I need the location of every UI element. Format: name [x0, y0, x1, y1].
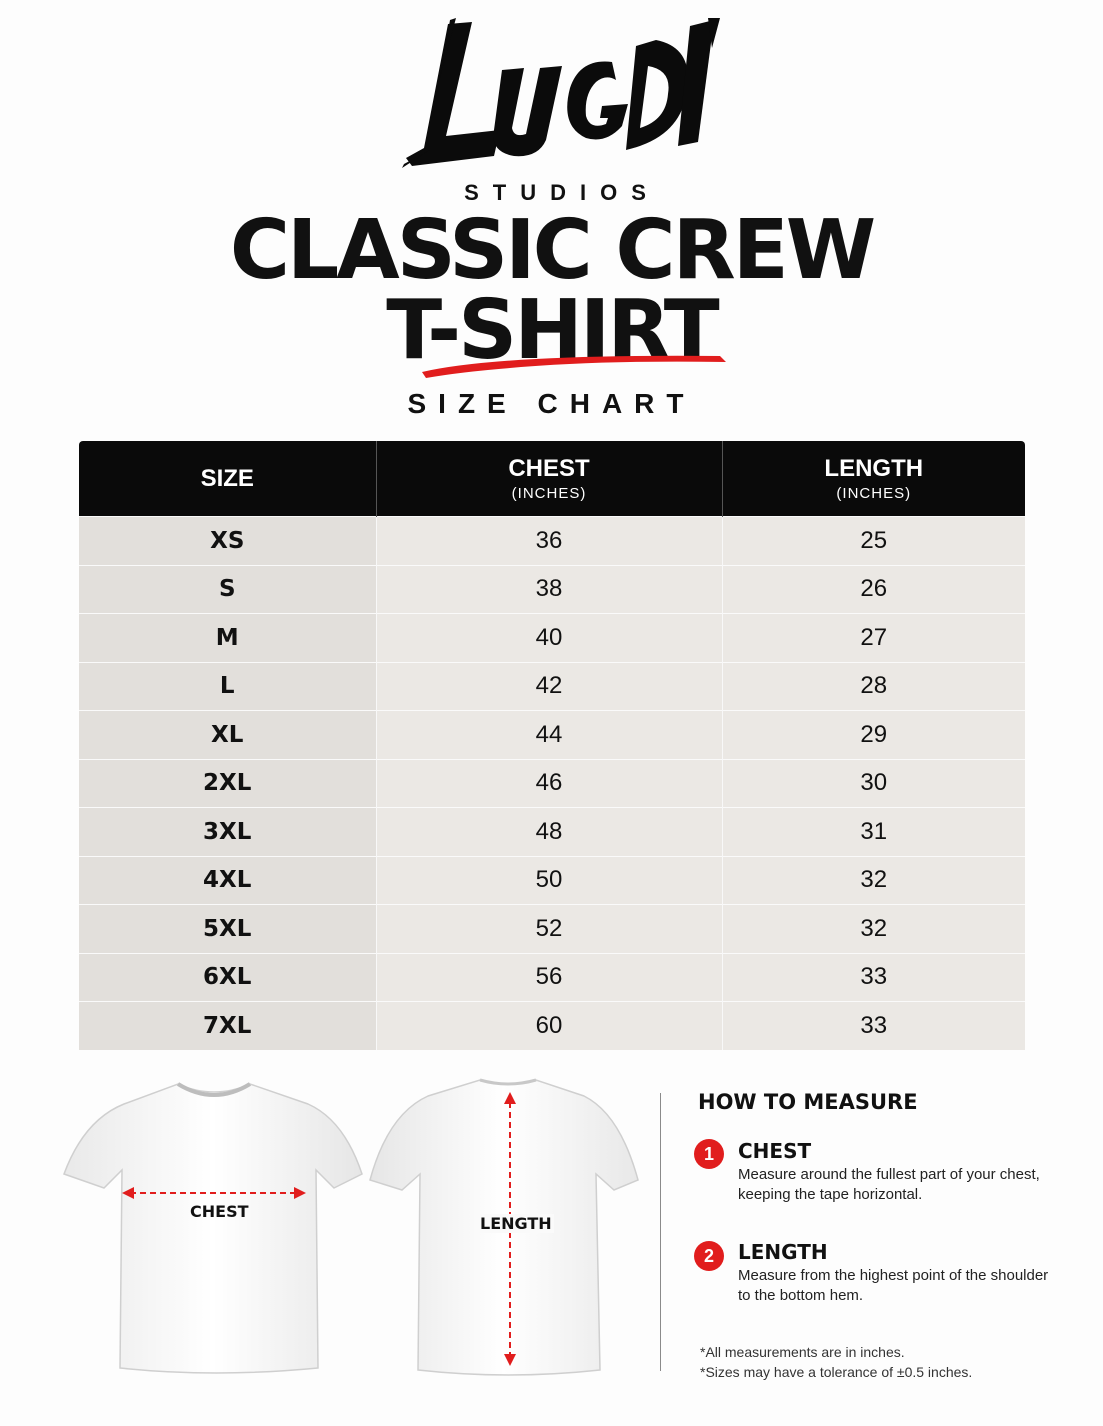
step-1-description — [738, 1165, 1068, 1205]
red-brush-underline — [420, 350, 730, 380]
chest-cell: 50 — [376, 856, 722, 905]
length-cell: 33 — [722, 953, 1025, 1002]
header-length — [722, 441, 1025, 517]
header-chest-unit: (INCHES) — [511, 485, 587, 502]
step-1-line-1: Measure around the fullest part of your chest, — [738, 1166, 1040, 1183]
product-title-line2: T-SHIRT — [386, 283, 717, 378]
table-row — [79, 614, 1025, 663]
table-row — [79, 711, 1025, 760]
brand-logo — [390, 18, 720, 205]
size-cell: 6XL — [79, 953, 376, 1002]
step-1-title: CHEST — [738, 1139, 812, 1163]
step-2-title: LENGTH — [738, 1240, 828, 1264]
size-cell: 2XL — [79, 759, 376, 808]
table-row — [79, 808, 1025, 857]
size-cell: L — [79, 662, 376, 711]
step-2-badge: 2 — [694, 1241, 724, 1271]
section-divider — [660, 1093, 661, 1371]
size-cell: XS — [79, 517, 376, 566]
tshirt-back-diagram — [368, 1078, 640, 1378]
table-row — [79, 1002, 1025, 1050]
table-row — [79, 953, 1025, 1002]
table-row — [79, 662, 1025, 711]
product-title-line1: CLASSIC CREW — [229, 203, 874, 298]
studios-wordmark: STUDIOS — [464, 180, 660, 205]
length-cell: 30 — [722, 759, 1025, 808]
size-cell: M — [79, 614, 376, 663]
length-cell: 32 — [722, 856, 1025, 905]
tolerance-note: *Sizes may have a tolerance of ±0.5 inches. — [700, 1364, 973, 1380]
size-cell: 3XL — [79, 808, 376, 857]
chest-cell: 60 — [376, 1002, 722, 1050]
chest-diagram-label: CHEST — [190, 1202, 249, 1221]
size-chart-subtitle: SIZE CHART — [407, 388, 696, 419]
step-1-badge: 1 — [694, 1139, 724, 1169]
header-chest-label: CHEST — [508, 455, 590, 482]
table-row — [79, 856, 1025, 905]
length-cell: 25 — [722, 517, 1025, 566]
chest-cell: 44 — [376, 711, 722, 760]
size-cell: 4XL — [79, 856, 376, 905]
brush-logo-mark — [390, 18, 720, 168]
chest-cell: 40 — [376, 614, 722, 663]
table-row — [79, 565, 1025, 614]
length-cell: 33 — [722, 1002, 1025, 1050]
tshirt-front-diagram — [58, 1078, 370, 1378]
chest-cell: 36 — [376, 517, 722, 566]
length-cell: 31 — [722, 808, 1025, 857]
header-chest — [376, 441, 722, 517]
chest-cell: 48 — [376, 808, 722, 857]
tshirt-front-icon — [58, 1078, 370, 1378]
step-2-line-2: to the bottom hem. — [738, 1287, 864, 1304]
header-length-label: LENGTH — [824, 455, 924, 482]
table-row — [79, 759, 1025, 808]
step-2-description — [738, 1266, 1068, 1306]
step-2-line-1: Measure from the highest point of the shoulder — [738, 1267, 1049, 1284]
length-diagram-label: LENGTH — [480, 1214, 552, 1233]
size-cell: 7XL — [79, 1002, 376, 1050]
length-cell: 27 — [722, 614, 1025, 663]
chest-cell: 46 — [376, 759, 722, 808]
chest-cell: 52 — [376, 905, 722, 954]
header-size-label: SIZE — [200, 464, 254, 492]
table-header-row — [79, 441, 1025, 517]
table-row — [79, 517, 1025, 566]
size-cell: 5XL — [79, 905, 376, 954]
size-table — [79, 441, 1025, 1050]
length-cell: 32 — [722, 905, 1025, 954]
chest-cell: 38 — [376, 565, 722, 614]
length-cell: 26 — [722, 565, 1025, 614]
chest-cell: 56 — [376, 953, 722, 1002]
table-row — [79, 905, 1025, 954]
length-cell: 29 — [722, 711, 1025, 760]
length-cell: 28 — [722, 662, 1025, 711]
chest-cell: 42 — [376, 662, 722, 711]
how-to-measure-title: HOW TO MEASURE — [698, 1090, 918, 1114]
header-size — [79, 441, 376, 517]
size-cell: XL — [79, 711, 376, 760]
step-1-line-2: keeping the tape horizontal. — [738, 1186, 923, 1203]
measurement-note: *All measurements are in inches. — [700, 1344, 905, 1360]
size-cell: S — [79, 565, 376, 614]
header-length-unit: (INCHES) — [836, 485, 912, 502]
